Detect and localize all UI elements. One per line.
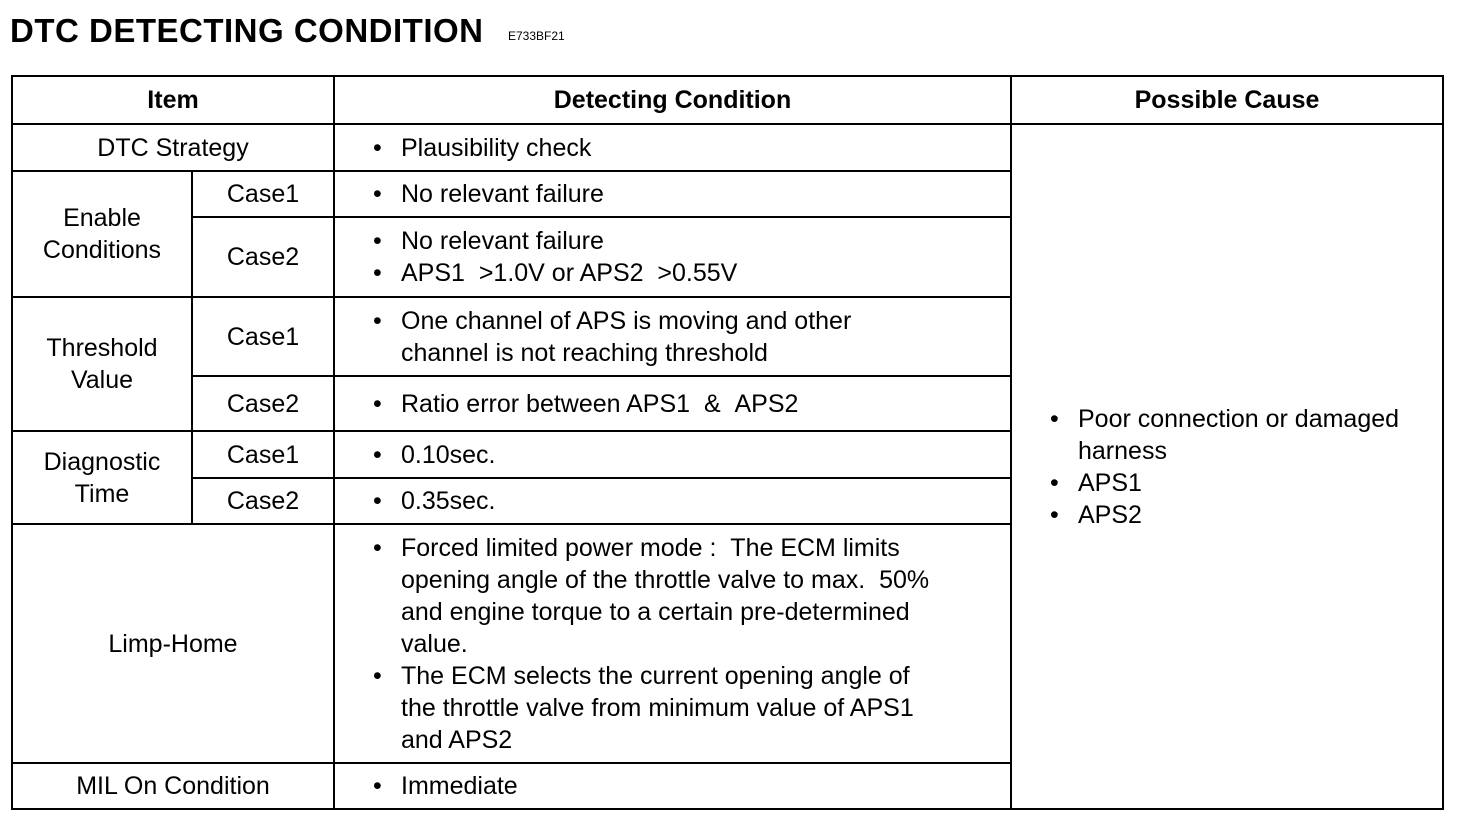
bullet-item: • 0.10sec. <box>373 439 1002 471</box>
page-title: DTC DETECTING CONDITION <box>10 12 484 49</box>
mil-on-condition-label: MIL On Condition <box>12 763 334 809</box>
enable-conditions-label: Enable Conditions <box>12 171 192 297</box>
bullet-item: • No relevant failure <box>373 225 1002 257</box>
case-label: Case2 <box>192 376 334 431</box>
cause-item: • Poor connection or damaged harness <box>1050 403 1432 467</box>
threshold-value-label: Threshold Value <box>12 297 192 431</box>
mil-on-condition-value <box>334 763 1011 809</box>
bullet-item: • Immediate <box>373 770 1002 802</box>
case-label: Case1 <box>192 171 334 217</box>
row-dtc-strategy <box>12 124 1443 171</box>
dtc-condition-table <box>11 75 1444 810</box>
case-label: Case1 <box>192 431 334 478</box>
diagnostic-case2-condition <box>334 478 1011 524</box>
case-label: Case1 <box>192 297 334 376</box>
header-row <box>12 76 1443 124</box>
possible-cause-list <box>1050 403 1432 531</box>
diagnostic-case1-condition <box>334 431 1011 478</box>
header-detecting-condition: Detecting Condition <box>334 76 1011 124</box>
bullet-item: • No relevant failure <box>373 178 1002 210</box>
header-possible-cause: Possible Cause <box>1011 76 1443 124</box>
enable-case2-condition <box>334 217 1011 297</box>
bullet-item: • Ratio error between APS1 & APS2 <box>373 388 1002 420</box>
dtc-strategy-condition <box>334 124 1011 171</box>
case-label: Case2 <box>192 478 334 524</box>
possible-cause-cell <box>1011 124 1443 809</box>
cause-item: • APS2 <box>1050 499 1432 531</box>
dtc-strategy-label: DTC Strategy <box>12 124 334 171</box>
bullet-item: • Plausibility check <box>373 132 1002 164</box>
limp-home-label: Limp-Home <box>12 524 334 763</box>
limp-home-condition <box>334 524 1011 763</box>
bullet-item: • One channel of APS is moving and other channel is not reaching threshold <box>373 305 1002 369</box>
threshold-case2-condition <box>334 376 1011 431</box>
bullet-item: • The ECM selects the current opening angle of the throttle valve from minimum value of APS1 and APS2 <box>373 660 932 756</box>
enable-case1-condition <box>334 171 1011 217</box>
document-code: E733BF21 <box>508 29 565 43</box>
cause-item: • APS1 <box>1050 467 1432 499</box>
header-item: Item <box>12 76 334 124</box>
bullet-item: • APS1 >1.0V or APS2 >0.55V <box>373 257 1002 289</box>
case-label: Case2 <box>192 217 334 297</box>
threshold-case1-condition <box>334 297 1011 376</box>
diagnostic-time-label: Diagnostic Time <box>12 431 192 524</box>
bullet-item: • 0.35sec. <box>373 485 1002 517</box>
bullet-item: • Forced limited power mode : The ECM limits opening angle of the throttle valve to max. 50% and engine torque to a certain pre-determined value. <box>373 532 932 660</box>
